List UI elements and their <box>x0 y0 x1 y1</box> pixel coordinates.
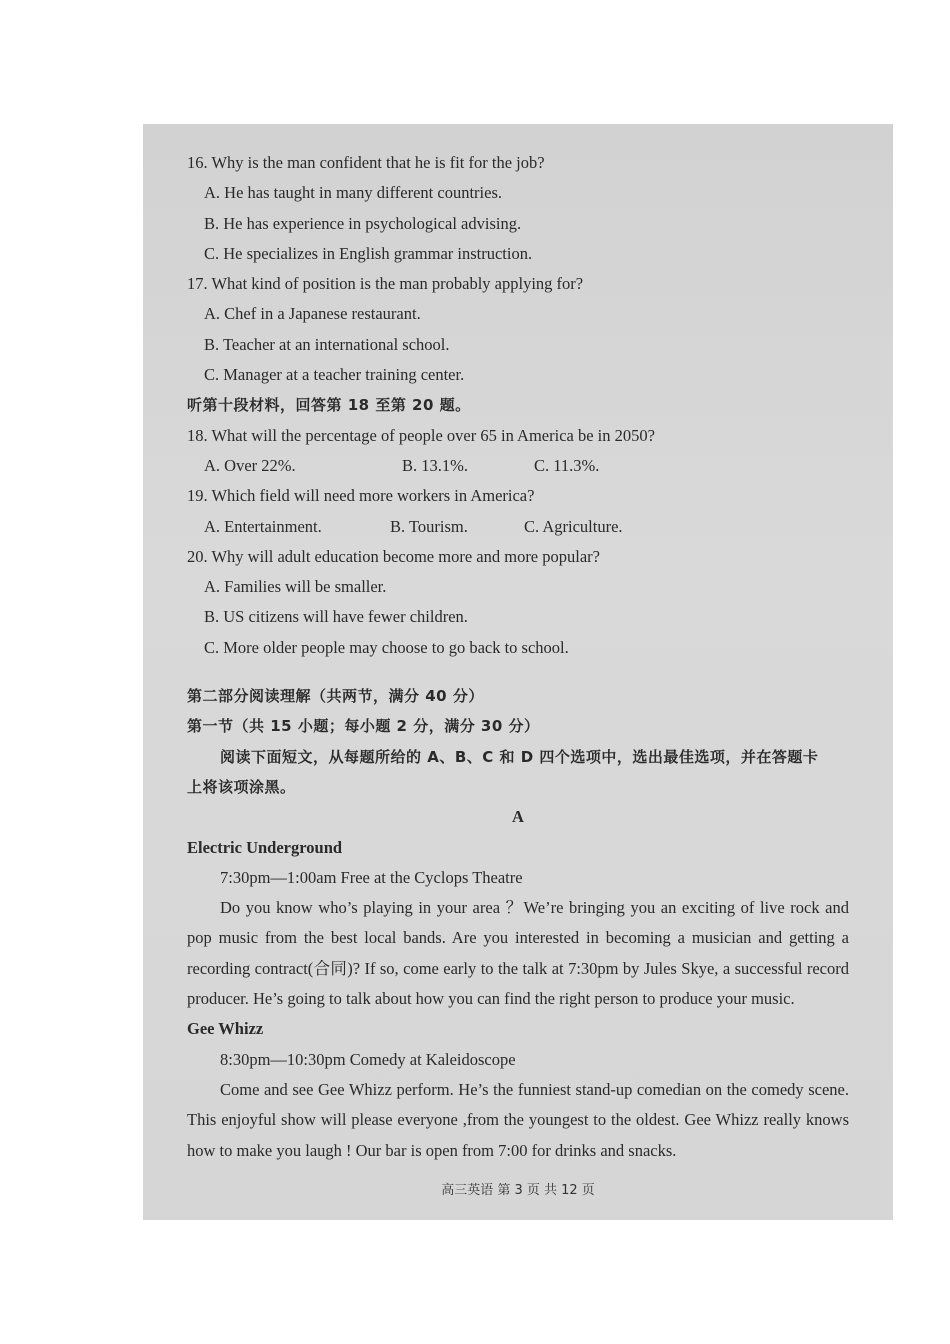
question-16-option-b: B. He has experience in psychological advising. <box>204 213 522 233</box>
event-2-time: 8:30pm—10:30pm Comedy at Kaleidoscope <box>220 1049 516 1069</box>
question-16-option-c: C. He specializes in English grammar instruction. <box>204 243 533 263</box>
spacer <box>187 663 849 681</box>
reading-instruction-line-1: 阅读下面短文，从每题所给的 A、B、C 和 D 四个选项中，选出最佳选项，并在答题卡 <box>220 747 819 766</box>
question-17-option-a: A. Chef in a Japanese restaurant. <box>204 304 421 324</box>
question-19-option-c: C. Agriculture. <box>524 516 623 536</box>
question-20-option-b: B. US citizens will have fewer children. <box>204 607 468 627</box>
question-20-stem: 20. Why will adult education become more and more popular? <box>187 546 600 566</box>
question-17-stem: 17. What kind of position is the man probably applying for? <box>187 274 584 294</box>
question-18-option-c: C. 11.3%. <box>534 455 600 475</box>
question-18-option-b: B. 13.1%. <box>402 455 468 475</box>
part-2-heading: 第二部分阅读理解（共两节，满分 40 分） <box>187 687 484 706</box>
event-2-title: Gee Whizz <box>187 1019 264 1039</box>
event-1-body: Do you know who’s playing in your area ？We’re bringing you an exciting of live rock and pop music from the best local bands. Are you interested in becoming a musician and getting a recording contract(合同)? If so, come early to the talk at 7:30pm by Jules Skye, a successful record producer. He’s going to talk about how you can find the right person to produce your music. <box>187 898 849 1009</box>
section-1-heading: 第一节（共 15 小题；每小题 2 分，满分 30 分） <box>187 717 540 736</box>
page-content <box>187 148 849 1166</box>
event-1-time: 7:30pm—1:00am Free at the Cyclops Theatre <box>220 867 523 887</box>
question-19-options <box>187 512 849 542</box>
question-17-option-b: B. Teacher at an international school. <box>204 334 450 354</box>
event-2-body: Come and see Gee Whizz perform. He’s the funniest stand-up comedian on the comedy scene. This enjoyful show will please everyone ,from the youngest to the oldest. Gee Whizz really knows how to make you laugh ! Our bar is open from 7:00 for drinks and snacks. <box>187 1079 849 1160</box>
reading-instruction-line-2: 上将该项涂黑。 <box>187 777 296 796</box>
section-10-instruction: 听第十段材料，回答第 18 至第 20 题。 <box>187 396 471 415</box>
page-footer: 高三英语 第 3 页 共 12 页 <box>441 1183 595 1198</box>
passage-label: A <box>512 807 524 827</box>
exam-page <box>143 124 893 1220</box>
question-20-option-a: A. Families will be smaller. <box>204 577 387 597</box>
question-17-option-c: C. Manager at a teacher training center. <box>204 365 465 385</box>
question-18-options <box>187 451 849 481</box>
question-19-option-a: A. Entertainment. <box>204 516 322 536</box>
question-18-option-a: A. Over 22%. <box>204 455 296 475</box>
question-16-stem: 16. Why is the man confident that he is fit for the job? <box>187 153 545 172</box>
event-1-title: Electric Underground <box>187 837 343 857</box>
question-18-stem: 18. What will the percentage of people over 65 in America be in 2050? <box>187 425 655 445</box>
question-19-option-b: B. Tourism. <box>390 516 468 536</box>
question-16-option-a: A. He has taught in many different countries. <box>204 183 502 203</box>
question-19-stem: 19. Which field will need more workers in America? <box>187 486 535 506</box>
question-20-option-c: C. More older people may choose to go back to school. <box>204 637 569 657</box>
